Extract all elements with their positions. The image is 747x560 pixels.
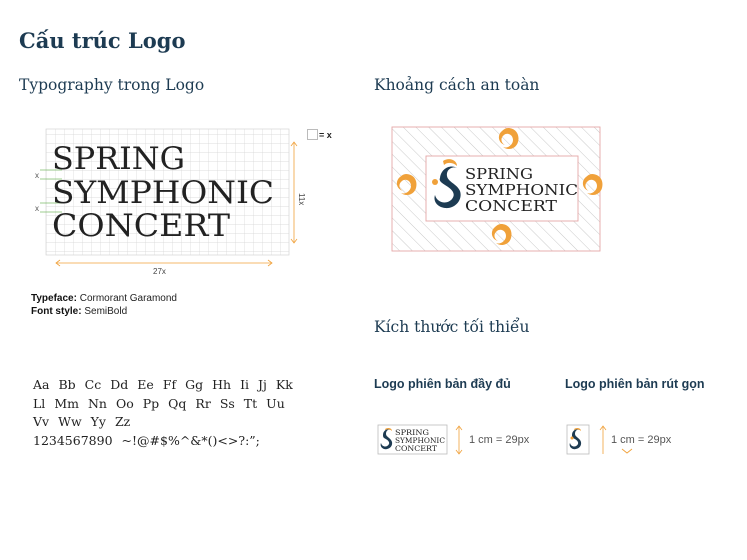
glyph-sample: Uu [266, 395, 285, 411]
typeface-row [31, 292, 177, 305]
glyph-sample: Ss [219, 395, 235, 411]
safe-space-diagram [383, 120, 613, 260]
short-logo-min [566, 423, 611, 459]
glyph-sample: Zz [114, 414, 131, 429]
glyph-sample: Qq [168, 395, 187, 411]
glyph-sample: Gg [185, 377, 204, 392]
glyph-sample: Ff [162, 377, 177, 392]
glyph-sample: Yy [90, 414, 106, 429]
typography-grid-diagram [28, 125, 308, 280]
glyph-sample: Cc [84, 377, 102, 392]
font-style-label: Font style: [31, 306, 82, 317]
font-style-value: SemiBold [84, 306, 128, 317]
width-label: 27x [153, 267, 166, 276]
glyph-sample: Vv [33, 414, 50, 429]
alphabet-row [33, 413, 302, 432]
glyph-sample: Tt [243, 395, 258, 411]
min-logo-line-3: CONCERT [395, 444, 437, 453]
glyph-sample: Nn [87, 395, 107, 411]
page-title: Cấu trúc Logo [19, 28, 186, 53]
section-title-safe-space: Khoảng cách an toàn [374, 76, 540, 94]
font-style-row [31, 305, 177, 318]
alphabet-row [33, 395, 302, 414]
glyph-sample: Ii [240, 377, 250, 392]
chevron-down-icon [620, 447, 634, 455]
alphabet-row [33, 432, 302, 451]
x-marker-2: x [35, 204, 39, 213]
typeface-value: Cormorant Garamond [79, 293, 177, 304]
glyph-sample: Aa [33, 377, 50, 392]
glyph-sample: Kk [275, 377, 293, 392]
short-logo-measure: 1 cm = 29px [611, 434, 672, 446]
min-logo-line-2: SYMPHONIC [395, 436, 446, 445]
logo-line-1: SPRING [52, 141, 185, 177]
grid-unit-legend-box [307, 129, 318, 140]
full-logo-min [377, 423, 467, 457]
typeface-info [31, 292, 177, 318]
grid-unit-legend-label: = x [319, 130, 332, 140]
safe-logo-line-2: SYMPHONIC [465, 181, 578, 199]
x-marker-1: x [35, 171, 39, 180]
section-title-min-size: Kích thước tối thiểu [374, 318, 530, 336]
glyph-sample: Oo [115, 395, 134, 411]
safe-logo-line-3: CONCERT [465, 197, 557, 215]
full-logo-heading: Logo phiên bản đầy đủ [374, 377, 511, 391]
glyph-sample: Bb [58, 377, 76, 392]
glyph-sample: 1234567890 [33, 432, 113, 448]
safe-logo-line-1: SPRING [465, 165, 533, 183]
glyph-sample: Ee [137, 377, 154, 392]
glyph-sample: Pp [142, 395, 160, 411]
height-label: 11x [297, 193, 306, 206]
glyph-sample: ~!@#$%^&*()<>?:”; [121, 432, 260, 448]
alphabet-row [33, 376, 302, 395]
section-title-typography: Typography trong Logo [19, 76, 205, 94]
glyph-sample: Hh [212, 377, 232, 392]
alphabet-specimen [33, 376, 302, 450]
full-logo-measure: 1 cm = 29px [469, 434, 530, 446]
glyph-sample: Jj [258, 377, 267, 392]
glyph-sample: Dd [110, 377, 129, 392]
glyph-sample: Ll [33, 395, 46, 411]
glyph-sample: Mm [54, 395, 79, 411]
short-logo-heading: Logo phiên bản rút gọn [565, 377, 705, 391]
typeface-label: Typeface: [31, 293, 77, 304]
logo-line-3: CONCERT [52, 208, 231, 244]
glyph-sample: Ww [58, 414, 82, 429]
min-logo-line-1: SPRING [395, 428, 429, 437]
glyph-sample: Rr [195, 395, 211, 411]
logo-line-2: SYMPHONIC [52, 175, 274, 211]
